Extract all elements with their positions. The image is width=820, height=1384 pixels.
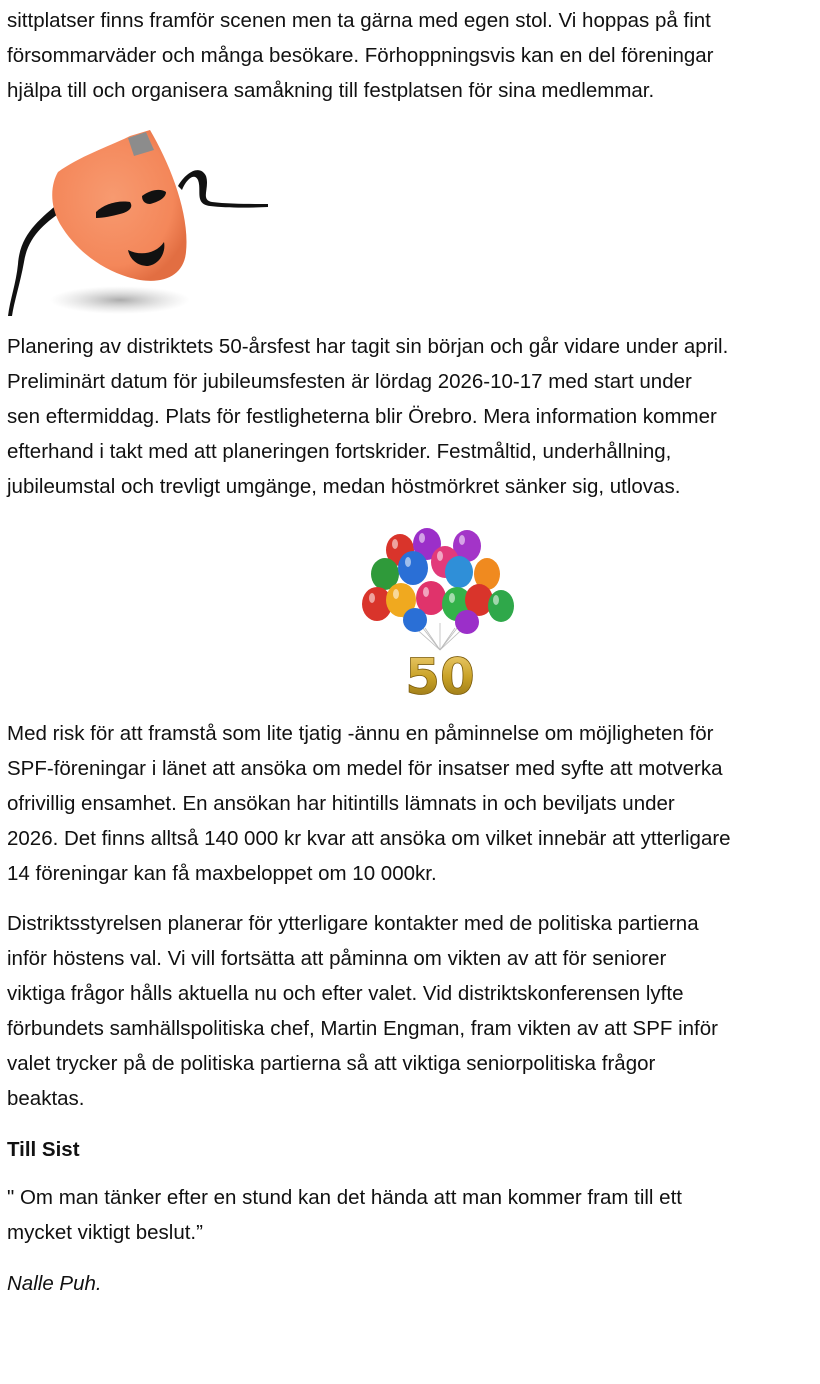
text-line: jubileumstal och trevligt umgänge, medan höstmörkret sänker sig, utlovas. <box>7 475 681 498</box>
text-line: " Om man tänker efter en stund kan det hända att man kommer fram till ett <box>7 1186 682 1209</box>
paragraph-transport <box>7 3 815 108</box>
text-line: 2026. Det finns alltså 140 000 kr kvar att ansöka om vilket innebär att ytterligare <box>7 827 731 850</box>
closing-quote <box>7 1180 815 1250</box>
quote-author: Nalle Puh. <box>7 1272 102 1295</box>
text-line: efterhand i takt med att planeringen fortskrider. Festmåltid, underhållning, <box>7 440 672 463</box>
text-line: SPF-föreningar i länet att ansöka om medel för insatser med syfte att motverka <box>7 757 723 780</box>
text-line: Preliminärt datum för jubileumsfesten är lördag 2026-10-17 med start under <box>7 370 692 393</box>
text-line: viktiga frågor hålls aktuella nu och efter valet. Vid distriktskonferensen lyfte <box>7 982 684 1005</box>
text-line: inför höstens val. Vi vill fortsätta att påminna om vikten av att för seniorer <box>7 947 667 970</box>
anniversary-number: 50 <box>405 648 475 700</box>
text-line: 14 föreningar kan få maxbeloppet om 10 000kr. <box>7 862 437 885</box>
text-line: mycket viktigt beslut.” <box>7 1221 203 1244</box>
text-line: sen eftermiddag. Plats för festligheterna blir Örebro. Mera information kommer <box>7 405 717 428</box>
paragraph-loneliness-funds <box>7 716 815 891</box>
paragraph-anniversary <box>7 329 815 504</box>
paragraph-political-contacts <box>7 906 815 1116</box>
text-line: sittplatser finns framför scenen men ta gärna med egen stol. Vi hoppas på fint <box>7 9 711 32</box>
text-line: valet trycker på de politiska partierna så att viktiga seniorpolitiska frågor <box>7 1052 656 1075</box>
text-line: försommarväder och många besökare. Förhoppningsvis kan en del föreningar <box>7 44 714 67</box>
text-line: Distriktsstyrelsen planerar för ytterligare kontakter med de politiska partierna <box>7 912 699 935</box>
text-line: hjälpa till och organisera samåkning till festplatsen för sina medlemmar. <box>7 79 655 102</box>
text-line: Med risk för att framstå som lite tjatig -ännu en påminnelse om möjligheten för <box>7 722 714 745</box>
balloons-icon <box>355 528 525 700</box>
text-line: ofrivillig ensamhet. En ansökan har hitintills lämnats in och beviljats under <box>7 792 675 815</box>
text-line: Planering av distriktets 50-årsfest har tagit sin början och går vidare under april. <box>7 335 729 358</box>
text-line: beaktas. <box>7 1087 85 1110</box>
section-heading: Till Sist <box>7 1138 80 1161</box>
theater-mask-icon <box>0 124 275 324</box>
text-line: förbundets samhällspolitiska chef, Martin Engman, fram vikten av att SPF inför <box>7 1017 718 1040</box>
